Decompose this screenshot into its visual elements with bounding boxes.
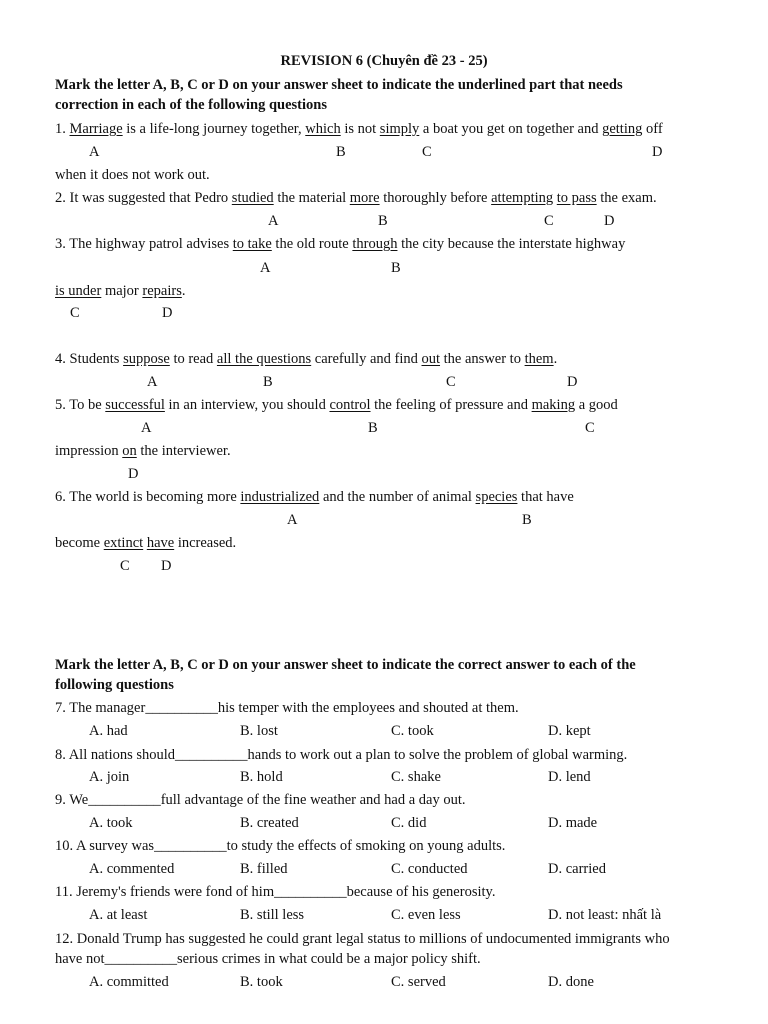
q6-letter-b: B — [522, 512, 532, 528]
q12-option-d: D. done — [548, 974, 594, 990]
q2-letter-d: D — [604, 213, 615, 229]
q3-underline-a: to take — [232, 236, 272, 252]
q5-underline-a: successful — [105, 397, 165, 413]
q10-option-c: C. conducted — [391, 861, 468, 877]
q3-underline-c: is under — [55, 283, 102, 299]
q1-underline-c: simply — [379, 121, 420, 137]
q9-option-c: C. did — [391, 815, 427, 831]
q11-option-b: B. still less — [240, 907, 305, 923]
q4-underline-c: out — [421, 351, 441, 367]
q6-underline-b: species — [475, 489, 518, 505]
q7-option-c: C. took — [391, 723, 434, 739]
q3-letter-b: B — [391, 260, 401, 276]
question-11-stem: 11. Jeremy's friends were fond of him__________because of his generosity. — [55, 884, 496, 900]
q3-underline-b: through — [352, 236, 398, 252]
q1-letter-b: B — [336, 144, 346, 160]
q1-letter-c: C — [422, 144, 432, 160]
q4-letter-a: A — [147, 374, 158, 390]
q4-letter-b: B — [263, 374, 273, 390]
q2-letter-a: A — [268, 213, 279, 229]
q5-letter-d: D — [128, 466, 139, 482]
q3-letter-d: D — [162, 305, 173, 321]
q1-letter-a: A — [89, 144, 100, 160]
question-5-line2: impression on the interviewer. — [55, 443, 231, 459]
question-7-stem: 7. The manager__________his temper with the employees and shouted at them. — [55, 700, 519, 716]
q12-option-b: B. took — [240, 974, 283, 990]
q12-option-a: A. committed — [89, 974, 169, 990]
q11-option-d: D. not least: nhất là — [548, 907, 662, 923]
q12-option-c: C. served — [391, 974, 446, 990]
section1-instruction-line1: Mark the letter A, B, C or D on your answer sheet to indicate the underlined part that needs — [55, 77, 623, 93]
q7-option-a: A. had — [89, 723, 128, 739]
q7-option-b: B. lost — [240, 723, 278, 739]
q6-underline-a: industrialized — [240, 489, 320, 505]
q2-underline-c: attempting — [491, 190, 554, 206]
q1-letter-d: D — [652, 144, 663, 160]
q9-option-a: A. took — [89, 815, 133, 831]
question-9-stem: 9. We__________full advantage of the fine weather and had a day out. — [55, 792, 466, 808]
q2-letter-c: C — [544, 213, 554, 229]
q5-underline-c: making — [531, 397, 576, 413]
q1-underline-b: which — [305, 121, 341, 137]
q5-letter-c: C — [585, 420, 595, 436]
question-3-line2: is under major repairs. — [55, 283, 186, 299]
q2-underline-b: more — [349, 190, 380, 206]
q4-underline-a: suppose — [123, 351, 170, 367]
q11-option-c: C. even less — [391, 907, 461, 923]
q3-underline-d: repairs — [142, 283, 182, 299]
q4-letter-c: C — [446, 374, 456, 390]
q1-underline-d: getting — [602, 121, 643, 137]
q10-option-d: D. carried — [548, 861, 606, 877]
q4-letter-d: D — [567, 374, 578, 390]
q7-option-d: D. kept — [548, 723, 591, 739]
q8-option-c: C. shake — [391, 769, 441, 785]
question-1-line2: when it does not work out. — [55, 167, 210, 183]
page-title: REVISION 6 (Chuyên đề 23 - 25) — [280, 53, 488, 69]
q4-underline-d: them — [524, 351, 554, 367]
question-3-line1: 3. The highway patrol advises to take the old route through the city because the interstate highway — [55, 236, 626, 252]
q2-letter-b: B — [378, 213, 388, 229]
question-1-line1: 1. Marriage is a life-long journey together, which is not simply a boat you get on together and getting off — [55, 121, 663, 137]
q5-letter-a: A — [141, 420, 152, 436]
question-5-line1: 5. To be successful in an interview, you should control the feeling of pressure and making a good — [55, 397, 618, 413]
q10-option-b: B. filled — [240, 861, 288, 877]
q6-underline-d: have — [146, 535, 175, 551]
q8-option-d: D. lend — [548, 769, 591, 785]
q3-letter-a: A — [260, 260, 271, 276]
q8-option-b: B. hold — [240, 769, 283, 785]
section2-instruction-line2: following questions — [55, 677, 174, 693]
q9-option-b: B. created — [240, 815, 299, 831]
q11-option-a: A. at least — [89, 907, 148, 923]
q8-option-a: A. join — [89, 769, 130, 785]
q10-option-a: A. commented — [89, 861, 175, 877]
q6-underline-c: extinct — [103, 535, 144, 551]
section1-instruction-line2: correction in each of the following questions — [55, 97, 327, 113]
q6-letter-d: D — [161, 558, 172, 574]
q5-letter-b: B — [368, 420, 378, 436]
q4-underline-b: all the questions — [216, 351, 312, 367]
question-8-stem: 8. All nations should__________hands to work out a plan to solve the problem of global warming. — [55, 747, 628, 763]
q2-underline-a: studied — [231, 190, 274, 206]
question-6-line2: become extinct have increased. — [55, 535, 237, 551]
section2-instruction-line1: Mark the letter A, B, C or D on your answer sheet to indicate the correct answer to each of the — [55, 657, 636, 673]
q1-underline-a: Marriage — [69, 121, 123, 137]
question-2-line1: 2. It was suggested that Pedro studied the material more thoroughly before attempting to pass the exam. — [55, 190, 657, 206]
q2-underline-d: to pass — [556, 190, 597, 206]
question-12-stem-line2: have not__________serious crimes in what could be a major policy shift. — [55, 951, 481, 967]
question-10-stem: 10. A survey was__________to study the effects of smoking on young adults. — [55, 838, 506, 854]
q6-letter-c: C — [120, 558, 130, 574]
question-6-line1: 6. The world is becoming more industrialized and the number of animal species that have — [55, 489, 574, 505]
q9-option-d: D. made — [548, 815, 598, 831]
q3-letter-c: C — [70, 305, 80, 321]
q6-letter-a: A — [287, 512, 298, 528]
q5-underline-b: control — [329, 397, 371, 413]
question-12-stem-line1: 12. Donald Trump has suggested he could grant legal status to millions of undocumented immigrants who — [55, 931, 670, 947]
q5-underline-d: on — [122, 443, 137, 459]
question-4-line1: 4. Students suppose to read all the questions carefully and find out the answer to them. — [55, 351, 558, 367]
